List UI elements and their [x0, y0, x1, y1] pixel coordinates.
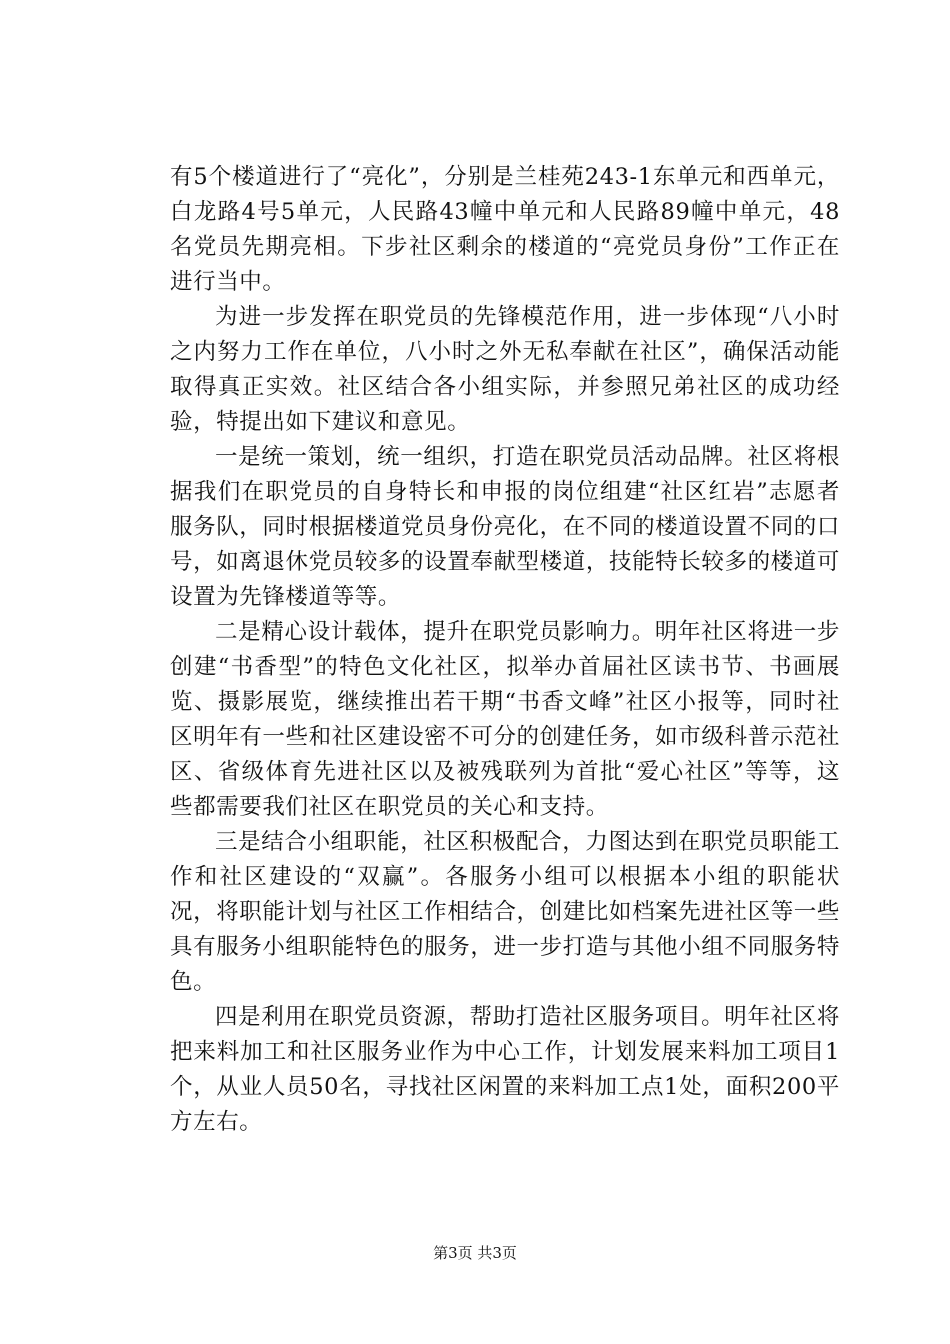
- paragraph-continuation: 有5个楼道进行了“亮化”，分别是兰桂苑243-1东单元和西单元，白龙路4号5单元，人民路43幢中单元和人民路89幢中单元，48名党员先期亮相。下步社区剩余的楼道的“亮党员身份”工作正在进行当中。: [170, 164, 840, 295]
- paragraph-point-three: 三是结合小组职能，社区积极配合，力图达到在职党员职能工作和社区建设的“双赢”。各服务小组可以根据本小组的职能状况，将职能计划与社区工作相结合，创建比如档案先进社区等一些具有服务小组职能特色的服务，进一步打造与其他小组不同服务特色。: [170, 829, 840, 995]
- page-number-footer: 第3页 共3页: [433, 1244, 517, 1262]
- paragraph-intro: 为进一步发挥在职党员的先锋模范作用，进一步体现“八小时之内努力工作在单位，八小时之外无私奉献在社区”，确保活动能取得真正实效。社区结合各小组实际，并参照兄弟社区的成功经验，特提出如下建议和意见。: [170, 304, 840, 435]
- paragraph-point-one: 一是统一策划，统一组织，打造在职党员活动品牌。社区将根据我们在职党员的自身特长和申报的岗位组建“社区红岩”志愿者服务队，同时根据楼道党员身份亮化，在不同的楼道设置不同的口号，如离退休党员较多的设置奉献型楼道，技能特长较多的楼道可设置为先锋楼道等等。: [170, 444, 840, 610]
- document-body: [170, 160, 840, 1140]
- paragraph-point-two: 二是精心设计载体，提升在职党员影响力。明年社区将进一步创建“书香型”的特色文化社区，拟举办首届社区读书节、书画展览、摄影展览，继续推出若干期“书香文峰”社区小报等，同时社区明年有一些和社区建设密不可分的创建任务，如市级科普示范社区、省级体育先进社区以及被残联列为首批“爱心社区”等等，这些都需要我们社区在职党员的关心和支持。: [170, 619, 840, 820]
- paragraph-point-four: 四是利用在职党员资源，帮助打造社区服务项目。明年社区将把来料加工和社区服务业作为中心工作，计划发展来料加工项目1个，从业人员50名，寻找社区闲置的来料加工点1处，面积200平方左右。: [170, 1004, 840, 1135]
